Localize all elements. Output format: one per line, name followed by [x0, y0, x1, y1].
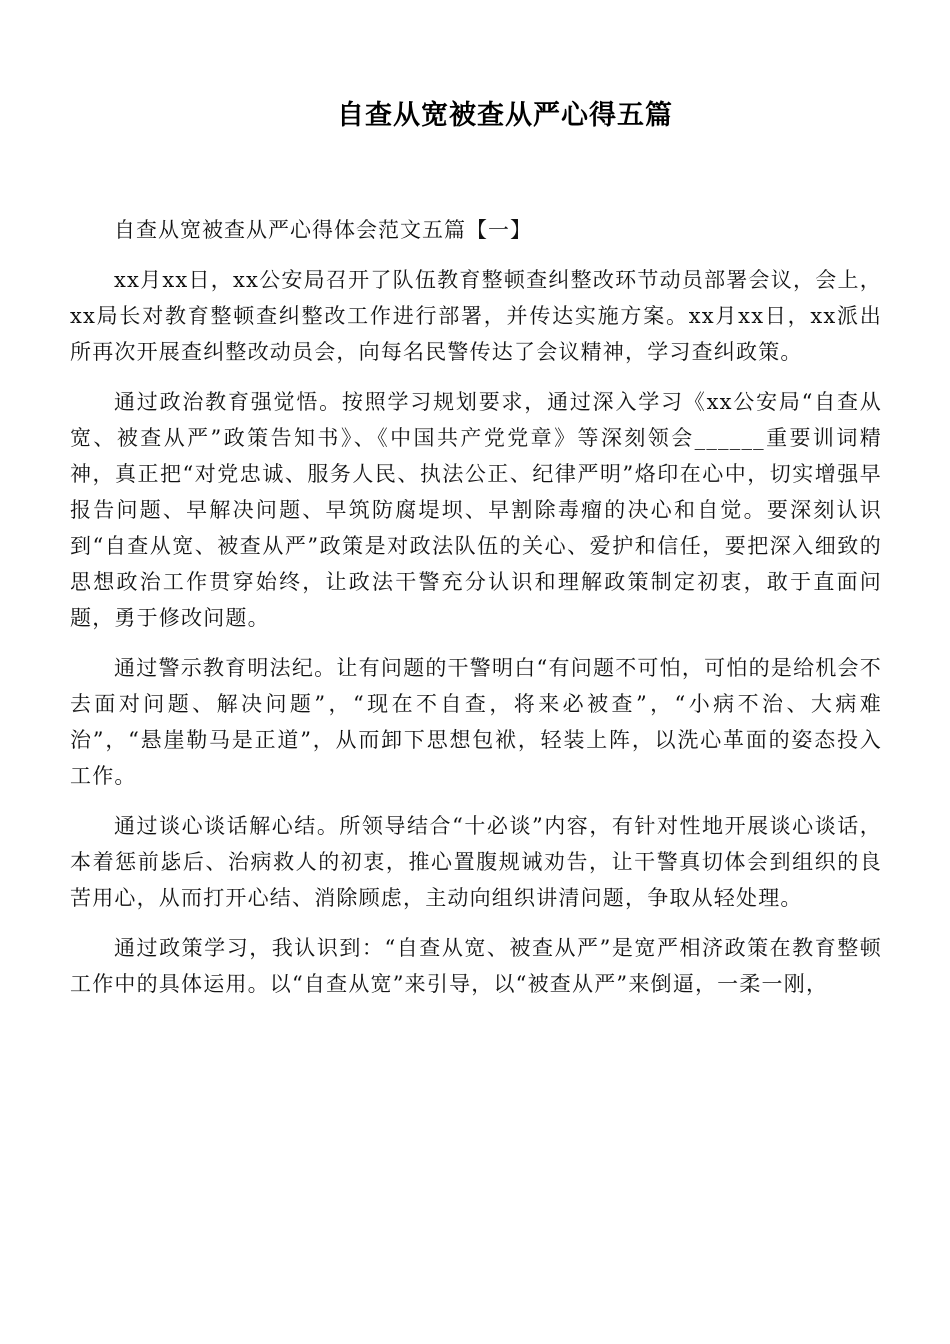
document-body [70, 212, 882, 1016]
section-subheading: 自查从宽被查从严心得体会范文五篇【一】 [114, 218, 532, 242]
paragraph-policy-study: 通过政策学习，我认识到：“自查从宽、被查从严”是宽严相济政策在教育整顿工作中的具体运用。以“自查从宽”来引导，以“被查从严”来倒逼，一柔一刚， [70, 936, 882, 996]
document-title: 自查从宽被查从严心得五篇 [337, 100, 673, 131]
paragraph-political-education: 通过政治教育强觉悟。按照学习规划要求，通过深入学习《xx公安局“自查从宽、被查从严”政策告知书》、《中国共产党党章》等深刻领会______重要训词精神，真正把“对党忠诚、服务人民、执法公正、纪律严明”烙印在心中，切实增强早报告问题、早解决问题、早筑防腐堤坝、早割除毒瘤的决心和自觉。要深刻认识到“自查从宽、被查从严”政策是对政法队伍的关心、爱护和信任，要把深入细致的思想政治工作贯穿始终，让政法干警充分认识和理解政策制定初衷，敢于直面问题，勇于修改问题。 [70, 390, 882, 630]
paragraph-warning-education: 通过警示教育明法纪。让有问题的干警明白“有问题不可怕，可怕的是给机会不去面对问题、解决问题”，“现在不自查，将来必被查”，“小病不治、大病难治”，“悬崖勒马是正道”，从而卸下思想包袱，轻装上阵，以洗心革面的姿态投入工作。 [70, 656, 882, 788]
paragraph-heart-talk: 通过谈心谈话解心结。所领导结合“十必谈”内容，有针对性地开展谈心谈话，本着惩前毖后、治病救人的初衷，推心置腹规诫劝告，让干警真切体会到组织的良苦用心，从而打开心结、消除顾虑，主动向组织讲清问题，争取从轻处理。 [70, 814, 882, 910]
paragraph-meeting: xx月xx日，xx公安局召开了队伍教育整顿查纠整改环节动员部署会议，会上，xx局长对教育整顿查纠整改工作进行部署，并传达实施方案。xx月xx日，xx派出所再次开展查纠整改动员会，向每名民警传达了会议精神，学习查纠政策。 [70, 268, 882, 364]
